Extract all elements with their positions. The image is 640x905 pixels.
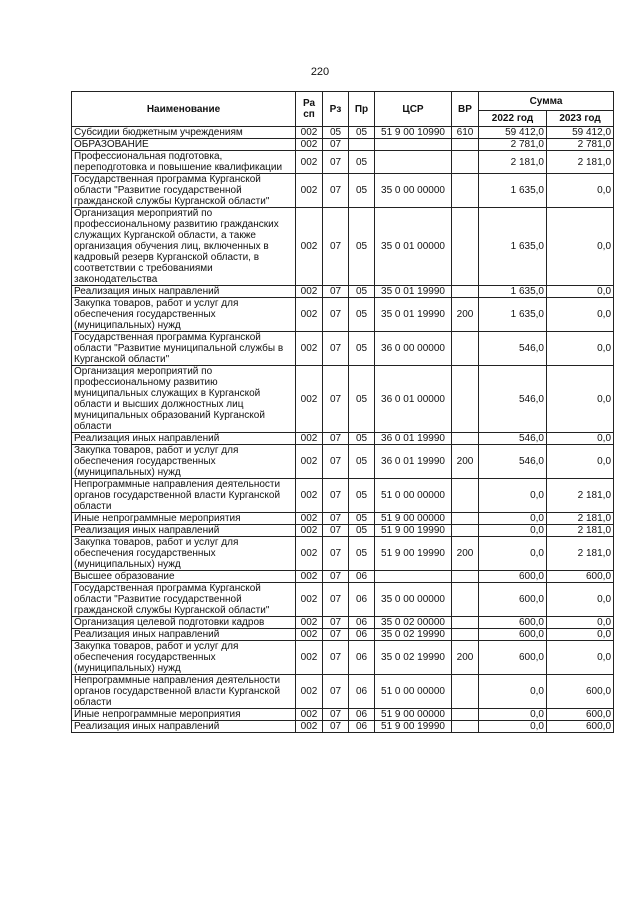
cell-pr: 06: [349, 641, 375, 675]
cell-2023: 600,0: [547, 709, 614, 721]
cell-rz: 07: [323, 298, 349, 332]
cell-rz: 07: [323, 629, 349, 641]
table-row: [72, 617, 614, 629]
cell-vr: [452, 286, 479, 298]
cell-name: Закупка товаров, работ и услуг для обеспечения государственных (муниципальных) нужд: [72, 641, 296, 675]
cell-rz: 07: [323, 174, 349, 208]
cell-rasp: 002: [296, 583, 323, 617]
cell-2022: 59 412,0: [479, 127, 547, 139]
cell-2022: 546,0: [479, 366, 547, 433]
header-rasp: Ра сп: [296, 92, 323, 127]
cell-rz: 07: [323, 513, 349, 525]
cell-csr: 35 0 02 00000: [375, 617, 452, 629]
cell-csr: 36 0 01 00000: [375, 366, 452, 433]
cell-2022: 0,0: [479, 537, 547, 571]
cell-rz: 07: [323, 571, 349, 583]
cell-2023: 2 181,0: [547, 537, 614, 571]
table-body: [72, 127, 614, 733]
cell-rasp: 002: [296, 479, 323, 513]
cell-csr: 35 0 02 19990: [375, 629, 452, 641]
cell-vr: [452, 583, 479, 617]
cell-vr: [452, 139, 479, 151]
cell-pr: 06: [349, 721, 375, 733]
cell-rz: 07: [323, 675, 349, 709]
cell-name: Реализация иных направлений: [72, 433, 296, 445]
cell-pr: 05: [349, 366, 375, 433]
cell-name: Реализация иных направлений: [72, 721, 296, 733]
cell-vr: 610: [452, 127, 479, 139]
cell-pr: 06: [349, 709, 375, 721]
cell-2022: 600,0: [479, 571, 547, 583]
cell-rasp: 002: [296, 445, 323, 479]
cell-2022: 546,0: [479, 445, 547, 479]
cell-rasp: 002: [296, 332, 323, 366]
table-row: [72, 445, 614, 479]
cell-csr: 36 0 00 00000: [375, 332, 452, 366]
cell-pr: 06: [349, 675, 375, 709]
cell-rz: 07: [323, 366, 349, 433]
cell-name: Закупка товаров, работ и услуг для обеспечения государственных (муниципальных) нужд: [72, 298, 296, 332]
cell-2023: 2 181,0: [547, 479, 614, 513]
table-row: [72, 151, 614, 174]
cell-rasp: 002: [296, 629, 323, 641]
cell-pr: 05: [349, 513, 375, 525]
header-pr: Пр: [349, 92, 375, 127]
cell-name: Государственная программа Курганской области "Развитие государственной гражданской службы Курганской области": [72, 583, 296, 617]
cell-vr: [452, 629, 479, 641]
cell-rasp: 002: [296, 366, 323, 433]
cell-rz: 07: [323, 433, 349, 445]
cell-name: Высшее образование: [72, 571, 296, 583]
cell-pr: 06: [349, 583, 375, 617]
cell-pr: 05: [349, 151, 375, 174]
cell-2023: 0,0: [547, 583, 614, 617]
cell-csr: [375, 139, 452, 151]
table-row: [72, 537, 614, 571]
cell-rasp: 002: [296, 298, 323, 332]
cell-csr: [375, 571, 452, 583]
page-number: 220: [310, 66, 330, 78]
cell-rasp: 002: [296, 174, 323, 208]
cell-vr: [452, 709, 479, 721]
cell-rasp: 002: [296, 433, 323, 445]
cell-2023: 2 781,0: [547, 139, 614, 151]
cell-2022: 600,0: [479, 641, 547, 675]
cell-vr: [452, 366, 479, 433]
cell-csr: 51 9 00 19990: [375, 525, 452, 537]
cell-2023: 0,0: [547, 286, 614, 298]
table-row: [72, 479, 614, 513]
cell-rz: 07: [323, 537, 349, 571]
cell-rasp: 002: [296, 709, 323, 721]
cell-vr: [452, 151, 479, 174]
cell-rz: 07: [323, 525, 349, 537]
cell-2022: 600,0: [479, 629, 547, 641]
cell-2023: 0,0: [547, 366, 614, 433]
table-row: [72, 721, 614, 733]
cell-2022: 0,0: [479, 525, 547, 537]
cell-rz: 07: [323, 617, 349, 629]
cell-rasp: 002: [296, 139, 323, 151]
table-row: [72, 709, 614, 721]
cell-rasp: 002: [296, 721, 323, 733]
cell-pr: 05: [349, 433, 375, 445]
cell-rasp: 002: [296, 208, 323, 286]
table-row: [72, 629, 614, 641]
cell-vr: [452, 513, 479, 525]
cell-pr: [349, 139, 375, 151]
cell-name: ОБРАЗОВАНИЕ: [72, 139, 296, 151]
cell-csr: 36 0 01 19990: [375, 433, 452, 445]
cell-rasp: 002: [296, 571, 323, 583]
cell-vr: [452, 208, 479, 286]
cell-rz: 07: [323, 208, 349, 286]
cell-2022: 1 635,0: [479, 298, 547, 332]
cell-pr: 06: [349, 629, 375, 641]
cell-csr: 36 0 01 19990: [375, 445, 452, 479]
cell-2023: 0,0: [547, 641, 614, 675]
cell-2023: 0,0: [547, 617, 614, 629]
cell-2022: 1 635,0: [479, 208, 547, 286]
cell-2023: 0,0: [547, 433, 614, 445]
cell-csr: 51 9 00 19990: [375, 721, 452, 733]
table-row: [72, 525, 614, 537]
cell-name: Закупка товаров, работ и услуг для обеспечения государственных (муниципальных) нужд: [72, 537, 296, 571]
cell-name: Реализация иных направлений: [72, 629, 296, 641]
cell-2022: 1 635,0: [479, 174, 547, 208]
cell-pr: 06: [349, 617, 375, 629]
header-sum: Сумма: [479, 92, 614, 111]
cell-vr: [452, 525, 479, 537]
cell-2023: 0,0: [547, 174, 614, 208]
cell-csr: 51 9 00 00000: [375, 709, 452, 721]
cell-rz: 07: [323, 721, 349, 733]
cell-vr: [452, 174, 479, 208]
cell-2023: 600,0: [547, 571, 614, 583]
cell-2023: 2 181,0: [547, 513, 614, 525]
cell-csr: 35 0 01 00000: [375, 208, 452, 286]
cell-rz: 07: [323, 709, 349, 721]
cell-2022: 1 635,0: [479, 286, 547, 298]
cell-vr: [452, 721, 479, 733]
cell-csr: 51 9 00 10990: [375, 127, 452, 139]
cell-csr: 51 0 00 00000: [375, 675, 452, 709]
cell-rz: 07: [323, 286, 349, 298]
cell-2022: 600,0: [479, 583, 547, 617]
cell-csr: [375, 151, 452, 174]
cell-rasp: 002: [296, 675, 323, 709]
table-row: [72, 675, 614, 709]
cell-pr: 05: [349, 537, 375, 571]
header-2022: 2022 год: [479, 111, 547, 127]
cell-2022: 0,0: [479, 513, 547, 525]
cell-rasp: 002: [296, 525, 323, 537]
cell-vr: 200: [452, 445, 479, 479]
cell-rz: 07: [323, 139, 349, 151]
cell-vr: [452, 617, 479, 629]
table-row: [72, 174, 614, 208]
cell-name: Непрограммные направления деятельности органов государственной власти Курганской области: [72, 479, 296, 513]
cell-name: Организация мероприятий по профессиональному развитию гражданских служащих Курганской области, а также организация обучения лиц, включенных в кадровый резерв Курганской области, в соответствии с требованиями законодательства: [72, 208, 296, 286]
header-vr: ВР: [452, 92, 479, 127]
cell-pr: 06: [349, 571, 375, 583]
table-row: [72, 513, 614, 525]
cell-name: Непрограммные направления деятельности органов государственной власти Курганской области: [72, 675, 296, 709]
cell-name: Реализация иных направлений: [72, 525, 296, 537]
table-row: [72, 433, 614, 445]
cell-rasp: 002: [296, 127, 323, 139]
cell-name: Организация мероприятий по профессиональному развитию муниципальных служащих в Курганской области и высших должностных лиц муниципальных образований Курганской области: [72, 366, 296, 433]
cell-2023: 0,0: [547, 445, 614, 479]
cell-rz: 07: [323, 332, 349, 366]
cell-csr: 35 0 01 19990: [375, 298, 452, 332]
table-row: [72, 641, 614, 675]
cell-rz: 07: [323, 445, 349, 479]
cell-rasp: 002: [296, 641, 323, 675]
table-row: [72, 127, 614, 139]
cell-2023: 600,0: [547, 675, 614, 709]
cell-2023: 59 412,0: [547, 127, 614, 139]
cell-pr: 05: [349, 479, 375, 513]
cell-pr: 05: [349, 445, 375, 479]
cell-2023: 2 181,0: [547, 525, 614, 537]
cell-rasp: 002: [296, 286, 323, 298]
cell-name: Реализация иных направлений: [72, 286, 296, 298]
header-rz: Рз: [323, 92, 349, 127]
cell-rasp: 002: [296, 513, 323, 525]
cell-pr: 05: [349, 174, 375, 208]
cell-2022: 0,0: [479, 479, 547, 513]
cell-2023: 0,0: [547, 298, 614, 332]
table-row: [72, 583, 614, 617]
cell-csr: 35 0 01 19990: [375, 286, 452, 298]
cell-2022: 0,0: [479, 675, 547, 709]
cell-name: Иные непрограммные мероприятия: [72, 709, 296, 721]
cell-csr: 35 0 00 00000: [375, 174, 452, 208]
cell-name: Субсидии бюджетным учреждениям: [72, 127, 296, 139]
cell-vr: 200: [452, 641, 479, 675]
cell-vr: [452, 433, 479, 445]
cell-name: Иные непрограммные мероприятия: [72, 513, 296, 525]
cell-rz: 07: [323, 479, 349, 513]
cell-2022: 2 181,0: [479, 151, 547, 174]
cell-2022: 546,0: [479, 332, 547, 366]
cell-2022: 2 781,0: [479, 139, 547, 151]
cell-vr: [452, 332, 479, 366]
cell-2022: 546,0: [479, 433, 547, 445]
table-row: [72, 208, 614, 286]
cell-rasp: 002: [296, 151, 323, 174]
budget-table: [71, 91, 614, 733]
table-row: [72, 366, 614, 433]
cell-vr: [452, 675, 479, 709]
cell-vr: 200: [452, 537, 479, 571]
cell-rz: 05: [323, 127, 349, 139]
table-row: [72, 139, 614, 151]
cell-rz: 07: [323, 583, 349, 617]
cell-rasp: 002: [296, 537, 323, 571]
cell-2022: 0,0: [479, 709, 547, 721]
header-name: Наименование: [72, 92, 296, 127]
cell-name: Организация целевой подготовки кадров: [72, 617, 296, 629]
cell-2023: 0,0: [547, 629, 614, 641]
cell-2023: 600,0: [547, 721, 614, 733]
table-row: [72, 571, 614, 583]
cell-csr: 51 0 00 00000: [375, 479, 452, 513]
cell-pr: 05: [349, 298, 375, 332]
cell-vr: [452, 479, 479, 513]
cell-name: Государственная программа Курганской области "Развитие муниципальной службы в Курганской области": [72, 332, 296, 366]
cell-vr: [452, 571, 479, 583]
table-row: [72, 286, 614, 298]
cell-vr: 200: [452, 298, 479, 332]
cell-csr: 51 9 00 19990: [375, 537, 452, 571]
cell-pr: 05: [349, 525, 375, 537]
cell-2023: 0,0: [547, 208, 614, 286]
cell-pr: 05: [349, 127, 375, 139]
cell-2023: 2 181,0: [547, 151, 614, 174]
cell-pr: 05: [349, 286, 375, 298]
cell-csr: 35 0 02 19990: [375, 641, 452, 675]
cell-csr: 35 0 00 00000: [375, 583, 452, 617]
cell-rz: 07: [323, 151, 349, 174]
header-2023: 2023 год: [547, 111, 614, 127]
cell-2022: 0,0: [479, 721, 547, 733]
cell-pr: 05: [349, 332, 375, 366]
cell-2022: 600,0: [479, 617, 547, 629]
cell-csr: 51 9 00 00000: [375, 513, 452, 525]
cell-pr: 05: [349, 208, 375, 286]
cell-name: Государственная программа Курганской области "Развитие государственной гражданской службы Курганской области": [72, 174, 296, 208]
header-csr: ЦСР: [375, 92, 452, 127]
cell-rasp: 002: [296, 617, 323, 629]
cell-name: Закупка товаров, работ и услуг для обеспечения государственных (муниципальных) нужд: [72, 445, 296, 479]
cell-2023: 0,0: [547, 332, 614, 366]
table-row: [72, 332, 614, 366]
table-row: [72, 298, 614, 332]
cell-rz: 07: [323, 641, 349, 675]
cell-name: Профессиональная подготовка, переподготовка и повышение квалификации: [72, 151, 296, 174]
